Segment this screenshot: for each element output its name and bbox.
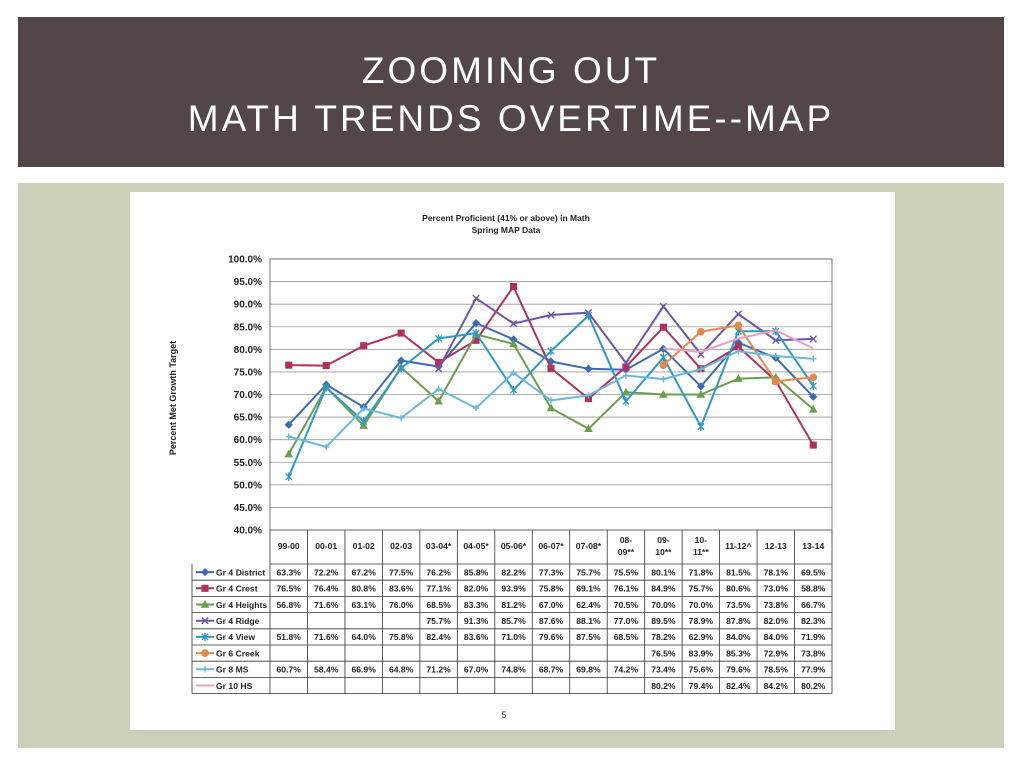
data-label: 63.1% — [351, 599, 376, 610]
y-tick-label: 90.0% — [233, 299, 262, 311]
data-label: 67.0% — [463, 664, 489, 675]
data-label: 89.5% — [651, 616, 676, 626]
y-tick-label: 70.0% — [233, 390, 262, 401]
data-label: 74.8% — [501, 664, 526, 675]
data-point — [202, 569, 208, 575]
data-table — [192, 530, 832, 694]
data-point — [698, 329, 704, 335]
data-label: 75.6% — [688, 664, 714, 675]
data-label: 83.6% — [388, 583, 414, 594]
data-label: 76.1% — [613, 583, 639, 594]
data-label: 71.9% — [801, 632, 826, 643]
y-tick-label: 55.0% — [233, 457, 262, 469]
x-tick-label: 11** — [692, 547, 709, 557]
data-label: 56.8% — [276, 599, 301, 610]
page-number: 5 — [501, 710, 507, 720]
legend-label: Gr 4 Crest — [216, 583, 258, 594]
data-point — [202, 666, 208, 672]
data-label: 70.5% — [613, 599, 639, 610]
data-label: 51.8% — [276, 632, 301, 643]
data-label: 83.3% — [463, 599, 489, 610]
data-label: 84.2% — [763, 680, 788, 691]
y-tick-label: 95.0% — [233, 277, 262, 289]
data-point — [698, 391, 704, 397]
data-label: 67.0% — [538, 599, 564, 610]
data-point — [810, 356, 816, 362]
y-tick-label: 85.0% — [233, 322, 262, 334]
x-tick-label: 99-00 — [277, 541, 300, 551]
data-label: 67.2% — [351, 567, 376, 578]
y-tick-label: 80.0% — [233, 344, 262, 356]
data-label: 83.6% — [463, 632, 489, 643]
data-label: 83.9% — [688, 648, 714, 659]
x-tick-label: 08- — [619, 535, 633, 545]
x-tick-label: 10** — [655, 547, 672, 557]
data-label: 77.1% — [426, 583, 451, 594]
data-label: 73.5% — [726, 599, 751, 610]
data-point — [398, 330, 404, 336]
data-label: 72.9% — [763, 648, 788, 659]
data-label: 63.3% — [276, 567, 301, 578]
data-label: 68.5% — [613, 632, 639, 643]
data-label: 71.0% — [501, 632, 526, 643]
data-label: 75.7% — [688, 583, 714, 594]
data-label: 77.9% — [801, 664, 826, 675]
data-label: 58.4% — [314, 664, 339, 675]
data-label: 76.5% — [276, 583, 301, 594]
data-label: 80.1% — [651, 567, 676, 578]
data-label: 71.6% — [314, 599, 339, 610]
data-label: 77.3% — [538, 567, 564, 578]
x-tick-label: 12-13 — [764, 541, 787, 551]
x-tick-label: 02-03 — [390, 541, 413, 551]
data-label: 84.0% — [763, 632, 788, 643]
data-label: 84.0% — [726, 632, 751, 643]
data-point — [773, 378, 779, 384]
data-point — [286, 433, 292, 439]
data-label: 76.0% — [388, 599, 414, 610]
data-label: 73.4% — [651, 664, 676, 675]
data-label: 75.8% — [388, 632, 414, 643]
data-label: 66.9% — [351, 664, 376, 675]
data-point — [735, 322, 741, 328]
y-tick-label: 50.0% — [233, 480, 262, 492]
data-label: 69.1% — [576, 583, 601, 594]
data-label: 75.8% — [538, 583, 564, 594]
data-label: 75.7% — [426, 616, 451, 626]
data-point — [323, 363, 329, 369]
data-point — [202, 601, 208, 607]
data-label: 76.5% — [651, 648, 676, 659]
data-point — [511, 284, 517, 290]
data-point — [660, 353, 666, 361]
legend-label: Gr 8 MS — [216, 664, 249, 675]
data-label: 81.5% — [726, 567, 751, 578]
y-tick-label: 65.0% — [233, 412, 262, 424]
data-point — [735, 311, 741, 317]
x-tick-label: 05-06* — [500, 541, 527, 551]
data-label: 82.2% — [501, 567, 526, 578]
y-tick-label: 75.0% — [233, 367, 262, 379]
legend-label: Gr 10 HS — [216, 680, 253, 691]
data-point — [286, 473, 292, 481]
data-label: 77.0% — [613, 616, 639, 626]
data-label: 82.0% — [763, 616, 788, 626]
legend-label: Gr 4 View — [216, 632, 256, 643]
scanned-document — [130, 192, 895, 730]
data-label: 78.1% — [763, 567, 788, 578]
data-label: 87.8% — [726, 616, 751, 626]
data-label: 81.2% — [501, 599, 526, 610]
data-label: 85.7% — [501, 616, 526, 626]
data-label: 71.2% — [426, 664, 451, 675]
data-label: 78.2% — [651, 632, 676, 643]
data-label: 66.7% — [801, 599, 826, 610]
data-label: 80.6% — [726, 583, 751, 594]
data-label: 62.4% — [576, 599, 601, 610]
data-point — [202, 585, 208, 591]
data-label: 93.9% — [501, 583, 526, 594]
data-label: 73.8% — [801, 648, 826, 659]
data-label: 80.8% — [351, 583, 376, 594]
data-label: 62.9% — [688, 632, 714, 643]
data-point — [202, 650, 208, 656]
data-label: 74.2% — [613, 664, 639, 675]
slide-title-line-1: ZOOMING OUT — [361, 50, 661, 91]
data-label: 70.0% — [688, 599, 714, 610]
y-tick-labels — [228, 255, 262, 537]
data-label: 85.8% — [463, 567, 489, 578]
data-label: 79.4% — [688, 680, 714, 691]
data-label: 82.0% — [463, 583, 489, 594]
data-label: 58.8% — [801, 583, 826, 594]
data-point — [286, 362, 292, 368]
x-tick-label: 06-07* — [538, 541, 564, 551]
series-lines — [286, 284, 817, 481]
data-point — [623, 397, 629, 405]
data-label: 78.5% — [763, 664, 788, 675]
y-tick-label: 60.0% — [233, 435, 262, 447]
data-label: 91.3% — [463, 616, 489, 626]
data-label: 70.0% — [651, 599, 676, 610]
x-tick-label: 04-05* — [463, 541, 489, 551]
data-label: 68.5% — [426, 599, 451, 610]
data-label: 72.2% — [314, 567, 339, 578]
data-label: 82.4% — [426, 632, 451, 643]
y-axis-label: Percent Met Growth Target — [168, 340, 178, 456]
slide-title-line-2: MATH TRENDS OVERTIME--MAP — [187, 98, 835, 139]
data-point — [698, 422, 704, 430]
x-tick-label: 03-04* — [425, 541, 452, 551]
data-label: 73.8% — [763, 599, 788, 610]
data-label: 68.7% — [538, 664, 564, 675]
data-label: 73.0% — [763, 583, 788, 594]
data-label: 60.7% — [276, 664, 301, 675]
x-tick-label: 01-02 — [352, 541, 375, 551]
data-point — [361, 343, 367, 349]
data-label: 84.9% — [651, 583, 676, 594]
data-point — [548, 365, 554, 371]
data-label: 80.2% — [801, 680, 826, 691]
data-label: 76.4% — [314, 583, 339, 594]
data-label: 64.0% — [351, 632, 376, 643]
x-tick-label: 07-08* — [575, 541, 602, 551]
line-chart — [130, 192, 895, 730]
legend-label: Gr 4 Heights — [216, 599, 268, 610]
y-tick-label: 100.0% — [228, 254, 262, 266]
data-point — [735, 375, 741, 381]
data-label: 78.9% — [688, 616, 714, 626]
data-label: 82.3% — [801, 616, 826, 626]
data-point — [661, 324, 667, 330]
data-label: 71.8% — [688, 567, 714, 578]
data-label: 69.5% — [801, 567, 826, 578]
data-point — [473, 295, 479, 301]
data-point — [810, 382, 816, 390]
data-point — [660, 376, 666, 382]
data-label: 80.2% — [651, 680, 676, 691]
x-tick-label: 09- — [657, 535, 670, 545]
x-tick-label: 13-14 — [802, 541, 825, 551]
data-label: 87.5% — [576, 632, 601, 643]
data-label: 64.8% — [388, 664, 414, 675]
data-point — [810, 374, 816, 380]
data-point — [510, 386, 516, 394]
gridlines — [270, 259, 832, 530]
data-label: 79.6% — [538, 632, 564, 643]
data-label: 85.3% — [726, 648, 751, 659]
legend-label: Gr 6 Creek — [216, 648, 260, 659]
x-tick-label: 09** — [617, 547, 635, 557]
data-point — [660, 362, 666, 368]
legend-label: Gr 4 District — [216, 567, 266, 578]
x-tick-label: 00-01 — [315, 541, 338, 551]
y-tick-label: 45.0% — [233, 502, 262, 514]
chart-title: Percent Proficient (41% or above) in Math — [422, 213, 590, 223]
chart-subtitle: Spring MAP Data — [471, 225, 541, 235]
data-label: 88.1% — [576, 616, 601, 626]
x-tick-label: 10- — [694, 535, 708, 545]
slide-header — [18, 17, 1004, 167]
data-label: 75.5% — [613, 567, 639, 578]
data-label: 71.6% — [314, 632, 339, 643]
data-label: 76.2% — [426, 567, 451, 578]
legend-label: Gr 4 Ridge — [216, 616, 260, 626]
data-label: 82.4% — [726, 680, 751, 691]
data-label: 77.5% — [388, 567, 414, 578]
data-label: 69.8% — [576, 664, 601, 675]
data-point — [660, 391, 666, 397]
data-label: 79.6% — [726, 664, 751, 675]
x-tick-label: 11-12^ — [725, 541, 752, 551]
data-point — [585, 366, 591, 372]
data-label: 75.7% — [576, 567, 601, 578]
data-point — [810, 442, 816, 448]
y-tick-label: 40.0% — [233, 525, 262, 537]
data-point — [548, 347, 554, 355]
data-label: 87.6% — [538, 616, 564, 626]
